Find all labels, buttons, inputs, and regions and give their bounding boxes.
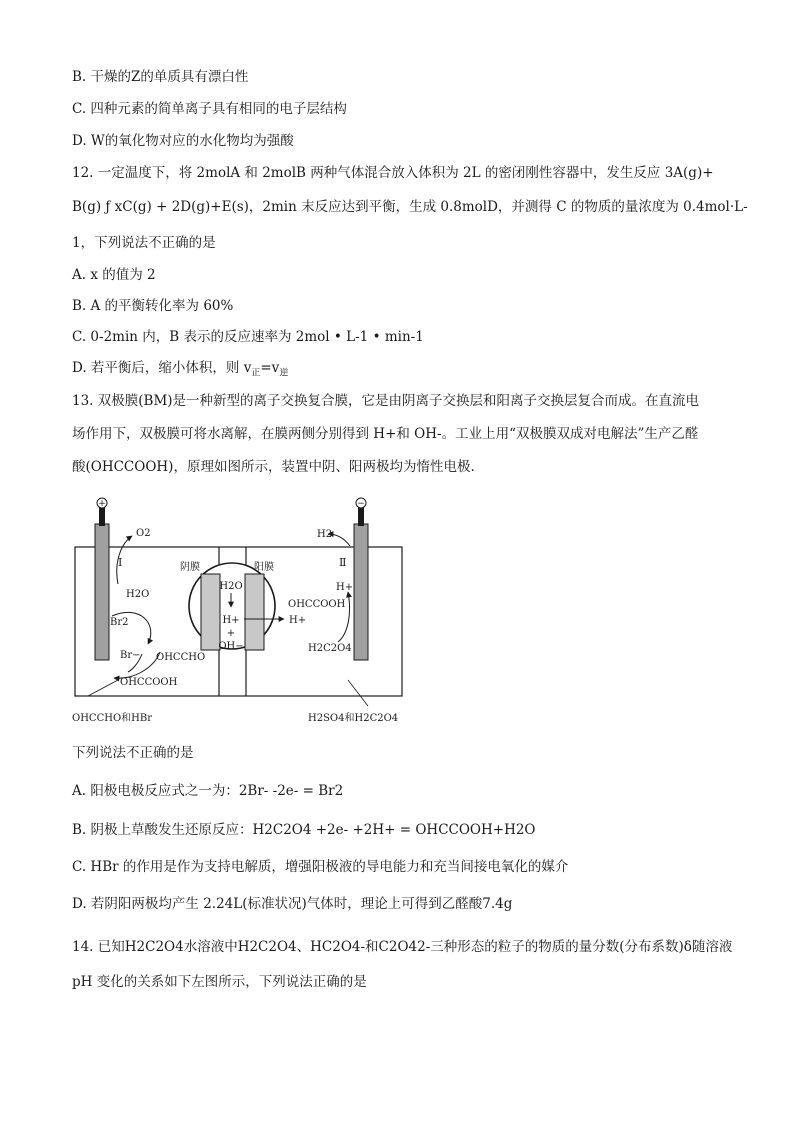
- bottom-right-label: H2SO4和H2C2O4: [308, 713, 399, 724]
- h2c2o4-label: H2C2O4: [308, 643, 352, 654]
- q11-option-d: D. W的氧化物对应的水化物均为强酸: [72, 133, 294, 149]
- h-plus-right-label: H+: [289, 615, 307, 626]
- bottom-left-label: OHCCHO和HBr: [72, 713, 152, 724]
- cathode-electrode: [354, 524, 368, 660]
- h2o-center-label: H2O: [219, 581, 243, 592]
- ohccooh-right-label: OHCCOOH: [288, 599, 346, 610]
- br2-label: Br2: [110, 617, 129, 628]
- q11-option-c: C. 四种元素的简单离子具有相同的电子层结构: [72, 101, 347, 117]
- q13-option-a: A. 阳极电极反应式之一为：2Br- -2e- = Br2: [72, 783, 344, 799]
- electrolysis-diagram: [68, 494, 413, 729]
- plus-center-label: +: [226, 628, 236, 639]
- ohccho-label: OHCCHO: [156, 652, 206, 663]
- q13-option-d: D. 若阴阳两极均产生 2.24L(标准状况)气体时，理论上可得到乙醛酸7.4g: [72, 896, 513, 912]
- anode-terminal: [99, 506, 105, 526]
- q12-option-d-eq: =v: [260, 360, 280, 376]
- h-plus-center-label: H+: [222, 615, 240, 626]
- plus-sign-label: +: [98, 499, 106, 509]
- q12-stem-line2: B(g) ƒ xC(g) + 2D(g)+E(s)，2min 末反应达到平衡，生成 0.8molD，并测得 C 的物质的量浓度为 0.4mol·L-: [72, 199, 748, 215]
- q13-stem-line1: 13. 双极膜(BM)是一种新型的离子交换复合膜，它是由阴离子交换层和阳离子交换层复合而成。在直流电: [72, 393, 700, 409]
- q12-option-d-text: D. 若平衡后，缩小体积，则 v: [72, 360, 252, 376]
- q12-option-c: C. 0-2min 内，B 表示的反应速率为 2mol • L-1 • min-1: [72, 329, 424, 345]
- br-minus-label: Br−: [120, 650, 141, 661]
- q12-option-d-sub-reverse: 逆: [279, 368, 289, 379]
- q14-stem-line2: pH 变化的关系如下左图所示，下列说法正确的是: [72, 974, 367, 990]
- cation-membrane-label: 阳膜: [254, 562, 274, 573]
- anion-membrane-label: 阴膜: [180, 562, 200, 573]
- q13-option-b: B. 阴极上草酸发生还原反应：H2C2O4 +2e- +2H+ = OHCCOOH+H2O: [72, 822, 536, 838]
- h-plus-top-label: H+: [336, 582, 354, 593]
- roman-two-label: Ⅱ: [339, 556, 347, 569]
- oh-minus-label: OH−: [218, 641, 244, 652]
- q14-stem-line1: 14. 已知H2C2O4水溶液中H2C2O4、HC2O4-和C2O42-三种形态的粒子的物质的量分数(分布系数)δ随溶液: [72, 939, 733, 955]
- q13-option-c: C. HBr 的作用是作为支持电解质，增强阳极液的导电能力和充当间接电氧化的媒介: [72, 859, 569, 875]
- cathode-terminal: [358, 506, 364, 526]
- zoom-cation-layer: [245, 574, 264, 650]
- h2o-left-label: H2O: [126, 589, 150, 600]
- q12-option-b: B. A 的平衡转化率为 60%: [72, 298, 234, 314]
- q11-option-b: B. 干燥的Z的单质具有漂白性: [72, 69, 249, 85]
- q12-stem-line1: 12. 一定温度下，将 2molA 和 2molB 两种气体混合放入体积为 2L 的密闭刚性容器中，发生反应 3A(g)+: [72, 165, 714, 181]
- ohccooh-left-label: OHCCOOH: [120, 677, 178, 688]
- q12-option-d-sub-forward: 正: [251, 368, 261, 379]
- q12-stem-line3: 1，下列说法不正确的是: [72, 235, 216, 251]
- h2-label: H2: [317, 529, 333, 540]
- roman-one-label: Ⅰ: [118, 556, 123, 569]
- q12-option-d: [72, 359, 288, 377]
- minus-sign-label: −: [357, 499, 365, 509]
- q13-stem-line2: 场作用下，双极膜可将水离解，在膜两侧分别得到 H+和 OH-。工业上用“双极膜双成对电解法”生产乙醛: [72, 426, 699, 442]
- zoom-anion-layer: [201, 574, 220, 650]
- q13-stem-line3: 酸(OHCCOOH)，原理如图所示，装置中阴、阳两极均为惰性电极.: [72, 459, 475, 475]
- q12-option-a: A. x 的值为 2: [72, 267, 156, 283]
- q13-prompt: 下列说法不正确的是: [72, 745, 194, 761]
- anode-electrode: [95, 524, 109, 660]
- o2-label: O2: [136, 528, 151, 539]
